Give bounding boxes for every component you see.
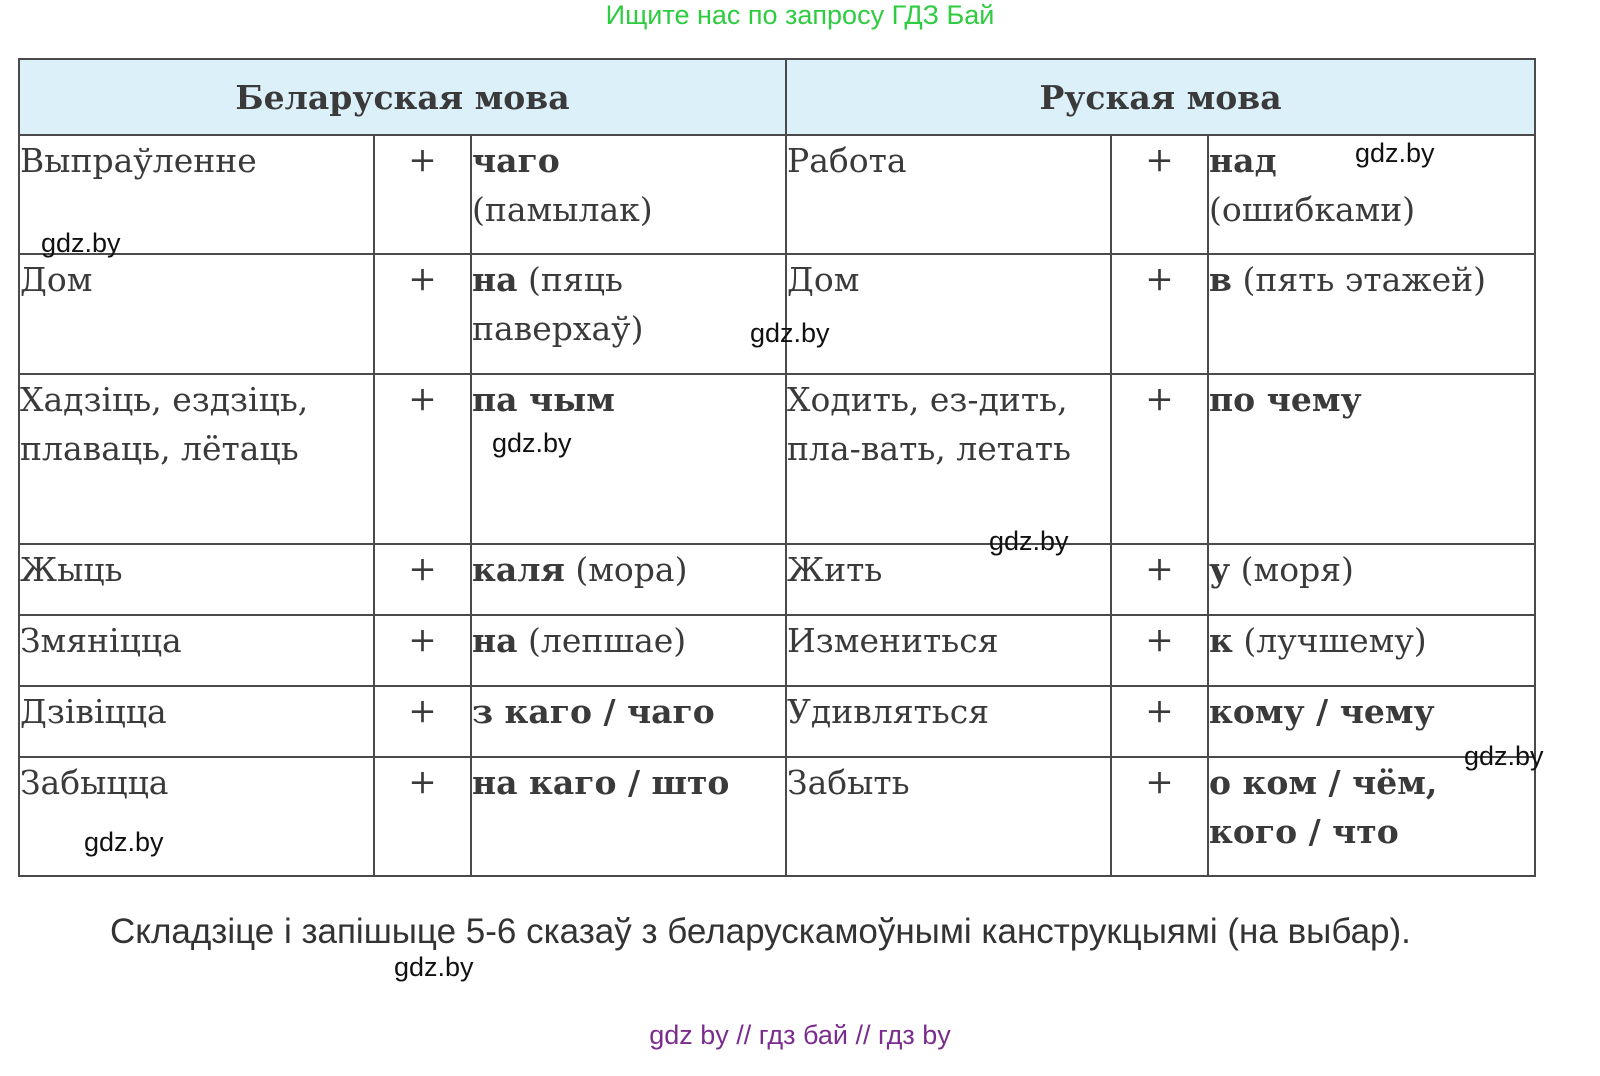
ru-preposition xyxy=(1208,374,1535,544)
by-word: Дом xyxy=(19,254,374,374)
watermark: gdz.by xyxy=(989,526,1069,556)
watermark: gdz.by xyxy=(41,228,121,258)
by-prep-bold: чаго xyxy=(472,141,560,180)
plus-sign: + xyxy=(374,254,471,374)
plus-sign: + xyxy=(1111,254,1208,374)
plus-sign: + xyxy=(1111,374,1208,544)
plus-sign: + xyxy=(1111,615,1208,686)
by-prep-bold: па чым xyxy=(472,380,615,419)
ru-prep-bold: по чему xyxy=(1209,380,1362,419)
plus-sign: + xyxy=(1111,757,1208,876)
search-banner: Ищите нас по запросу ГДЗ Бай xyxy=(605,0,995,30)
ru-prep-bold: в xyxy=(1209,260,1232,299)
plus-sign: + xyxy=(374,544,471,615)
by-word: Змяніцца xyxy=(19,615,374,686)
plus-sign: + xyxy=(374,374,471,544)
by-prep-rest: (лепшае) xyxy=(528,621,687,660)
table-row xyxy=(19,254,1535,374)
ru-preposition xyxy=(1208,544,1535,615)
by-prep-rest: (пяць паверхаў) xyxy=(472,260,644,348)
by-preposition xyxy=(471,254,786,374)
by-preposition xyxy=(471,615,786,686)
ru-word: Жить xyxy=(786,544,1111,615)
table-row xyxy=(19,686,1535,757)
plus-sign: + xyxy=(374,686,471,757)
by-preposition xyxy=(471,135,786,254)
ru-prep-rest: (моря) xyxy=(1240,550,1354,589)
table-row xyxy=(19,135,1535,254)
ru-prep-rest: (пять этажей) xyxy=(1242,260,1487,299)
header-russian: Руская мова xyxy=(786,59,1535,135)
watermark: gdz.by xyxy=(84,827,164,857)
ru-prep-rest: (ошибками) xyxy=(1209,190,1416,229)
footer-links: gdz by // гдз бай // гдз by xyxy=(649,1020,951,1050)
by-word: Выпраўленне xyxy=(19,135,374,254)
comparison-table xyxy=(18,58,1536,877)
by-prep-bold: на xyxy=(472,260,518,299)
plus-sign: + xyxy=(374,757,471,876)
by-prep-bold: на xyxy=(472,621,518,660)
plus-sign: + xyxy=(374,615,471,686)
plus-sign: + xyxy=(1111,686,1208,757)
by-preposition xyxy=(471,374,786,544)
ru-prep-rest: (лучшему) xyxy=(1243,621,1427,660)
by-preposition xyxy=(471,757,786,876)
ru-word: Забыть xyxy=(786,757,1111,876)
watermark: gdz.by xyxy=(1464,741,1544,771)
by-word: Забыцца xyxy=(19,757,374,876)
by-word: Жыць xyxy=(19,544,374,615)
ru-preposition xyxy=(1208,757,1535,876)
watermark: gdz.by xyxy=(750,318,830,348)
table-row xyxy=(19,757,1535,876)
table-row xyxy=(19,544,1535,615)
watermark: gdz.by xyxy=(394,952,474,982)
ru-prep-bold: над xyxy=(1209,141,1277,180)
by-prep-bold: каля xyxy=(472,550,565,589)
table-row xyxy=(19,374,1535,544)
by-word: Хадзіць, ездзіць, плаваць, лётаць xyxy=(19,374,374,544)
by-prep-rest: (мора) xyxy=(575,550,688,589)
ru-word: Удивляться xyxy=(786,686,1111,757)
table-row xyxy=(19,615,1535,686)
ru-prep-bold: к xyxy=(1209,621,1233,660)
ru-word: Работа xyxy=(786,135,1111,254)
by-prep-bold: на каго / што xyxy=(472,763,730,802)
by-prep-bold: з каго / чаго xyxy=(472,692,715,731)
ru-preposition xyxy=(1208,254,1535,374)
by-word: Дзівіцца xyxy=(19,686,374,757)
plus-sign: + xyxy=(374,135,471,254)
plus-sign: + xyxy=(1111,544,1208,615)
ru-prep-bold: о ком / чём, кого / что xyxy=(1209,763,1438,851)
ru-word: Ходить, ез-дить, пла-вать, летать xyxy=(786,374,1111,544)
plus-sign: + xyxy=(1111,135,1208,254)
by-preposition xyxy=(471,686,786,757)
by-preposition xyxy=(471,544,786,615)
task-text: Складзіце і запішыце 5-6 сказаў з беларускамоўнымі канструкцыямі (на выбар). xyxy=(110,912,1411,951)
ru-prep-bold: у xyxy=(1209,550,1231,589)
ru-word: Дом xyxy=(786,254,1111,374)
header-belarusian: Беларуская мова xyxy=(19,59,786,135)
ru-word: Измениться xyxy=(786,615,1111,686)
watermark: gdz.by xyxy=(492,428,572,458)
watermark: gdz.by xyxy=(1355,138,1435,168)
by-prep-rest: (памылак) xyxy=(472,190,653,229)
ru-preposition xyxy=(1208,615,1535,686)
ru-prep-bold: кому / чему xyxy=(1209,692,1435,731)
